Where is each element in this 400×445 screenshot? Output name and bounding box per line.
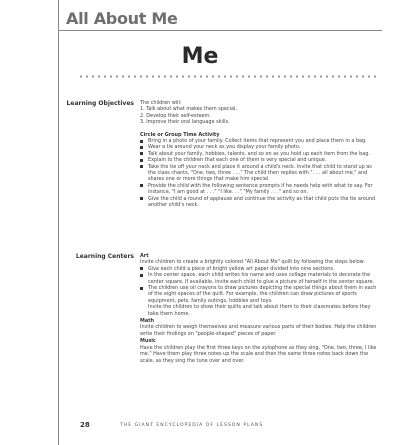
learning-objectives-label: Learning Objectives [66, 100, 134, 107]
objective-item: 1. Talk about what makes them special. [140, 106, 237, 113]
dotted-divider [78, 75, 376, 78]
list-item: In the center space, each child writes his name and uses collage materials to decorate the center square. If available, invite each child to glue a picture of herself in the center square. [140, 272, 380, 285]
list-item: Take the tie off your neck and place it around a child's neck. Invite that child to stand up as the class chants, "One, two, three . . ." The child then replies with ". . . all about me," and shares one or more things that make him special. [140, 164, 380, 183]
art-outro: Invite the children to show their quilts and talk about them to their classmates before they take them home. [148, 304, 371, 317]
learning-centers-body [140, 253, 380, 364]
list-item: Give the child a round of applause and continue the activity as that child puts the tie around another child's neck. [140, 196, 380, 209]
list-item: Bring in a photo of your family. Collect items that represent you and place them in a bag. [140, 138, 380, 144]
page-title: Me [181, 44, 219, 69]
chapter-title: All About Me [66, 9, 178, 28]
list-item: Wear a tie around your neck as you display your family photo. [140, 144, 380, 150]
page-number: 28 [80, 421, 90, 429]
learning-centers-label: Learning Centers [75, 253, 134, 260]
math-text: Invite children to weigh themselves and measure various parts of their bodies. Help the children write their findings on "people-shaped" pieces of paper. [140, 324, 377, 337]
music-text: Have the children play the first three keys on the xylophone as they sing, "One, two, three, I like me." Have them play three notes up the scale and then the same three notes back down the scale, as they sing the tune over and over. [140, 344, 377, 364]
art-list [140, 266, 380, 304]
book-title: THE GIANT ENCYCLOPEDIA OF LESSON PLANS [120, 423, 264, 428]
math-heading: Math [140, 318, 154, 325]
list-item: Talk about your family, hobbies, talents, and so on as you hold up each item from the bag. [140, 151, 380, 157]
list-item: Provide the child with the following sentence prompts if he needs help with what to say. For instance, "I am good at . . ." "I like. . ." "My family . . ." and so on. [140, 183, 380, 196]
circle-time-list [140, 138, 380, 208]
circle-time-heading: Circle or Group Time Activity [140, 131, 220, 138]
objective-item: 2. Develop their self-esteem. [140, 112, 211, 119]
art-intro: Invite children to create a brightly colored "All About Me" quilt by following the steps below. [140, 259, 365, 266]
list-item: The children use oil crayons to draw pictures depicting the special things about them in each of the eight spaces of the quilt. For example, the children can draw pictures of sports equipment, pets, family outings, hobbies and toys. [140, 285, 380, 304]
header-rule [58, 30, 382, 31]
objectives-intro: The children will: [140, 100, 182, 106]
art-heading: Art [140, 253, 149, 259]
learning-objectives-body [140, 100, 380, 209]
list-item: Explain to the children that each one of them is very special and unique. [140, 157, 380, 163]
objective-item: 3. Improve their oral language skills. [140, 119, 230, 126]
music-heading: Music [140, 338, 156, 345]
list-item: Give each child a piece of bright yellow art paper divided into nine sections. [140, 266, 380, 272]
